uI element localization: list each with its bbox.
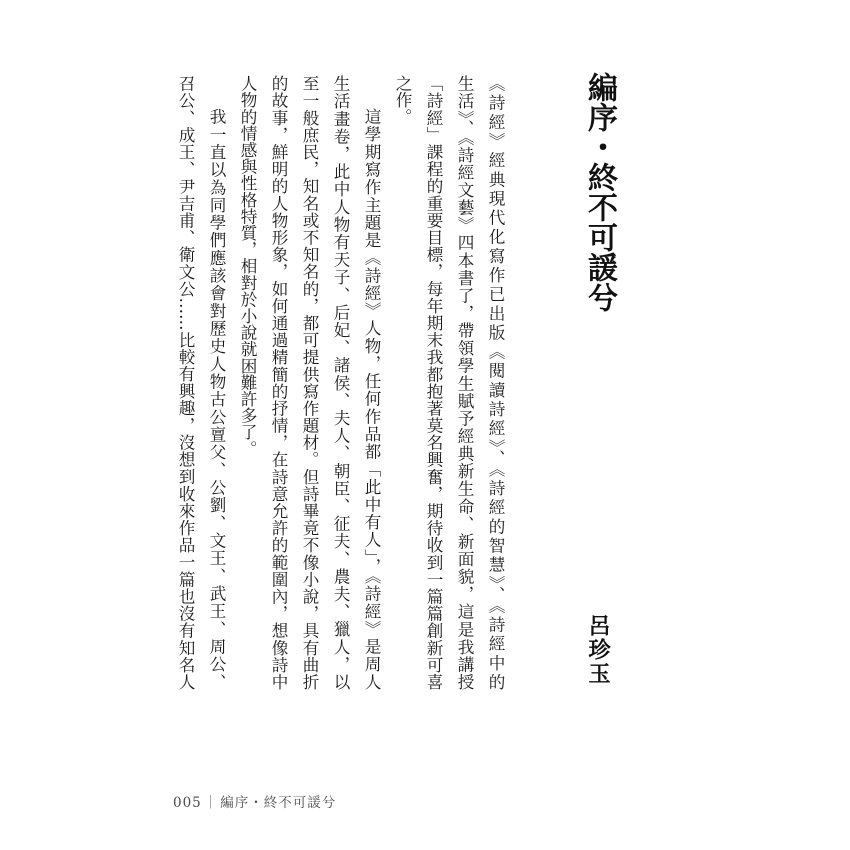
text-column: 人物的情感與性格特質，相對於小說就困難許多了。: [238, 75, 257, 457]
page-title: 編序・終不可諼兮: [582, 72, 617, 312]
text-column: 這學期寫作主題是《詩經》人物，任何作品都「此中有人」，《詩經》是周人: [362, 108, 381, 690]
text-column: 至一般庶民，知名或不知名的，都可提供寫作題材。但詩畢竟不像小說，具有曲折: [300, 75, 319, 690]
author-name: 呂珍玉: [585, 614, 611, 686]
text-column: 「詩經」課程的重要目標，每年期末我都抱著莫名興奮，期待收到一篇篇創新可喜: [424, 75, 443, 690]
page-number: 005: [173, 795, 202, 811]
footer-separator: ｜: [203, 795, 219, 811]
text-column: 之作。: [393, 75, 412, 125]
text-column: 《詩經》經典現代化寫作已出版《閱讀詩經》、《詩經的智慧》、《詩經中的: [486, 75, 505, 690]
text-column: 我一直以為同學們應該會對歷史人物古公亶父、公劉、文王、武王、周公、: [207, 108, 226, 690]
text-column: 生活》、《詩經文藝》四本書了，帶領學生賦予經典新生命、新面貌，這是我講授: [455, 75, 474, 690]
text-column: 召公、成王、尹吉甫、衛文公……比較有興趣，沒想到收來作品一篇也沒有知名人: [176, 75, 195, 690]
running-title: 編序・終不可諼兮: [220, 795, 337, 811]
page-footer: [173, 794, 336, 812]
text-column: 的故事，鮮明的人物形象，如何通過精簡的抒情，在詩意允許的範圍內，想像詩中: [269, 75, 288, 690]
text-column: 生活畫卷，此中人物有天子、后妃、諸侯、夫人、朝臣、征夫、農夫、獵人，以: [331, 75, 350, 690]
